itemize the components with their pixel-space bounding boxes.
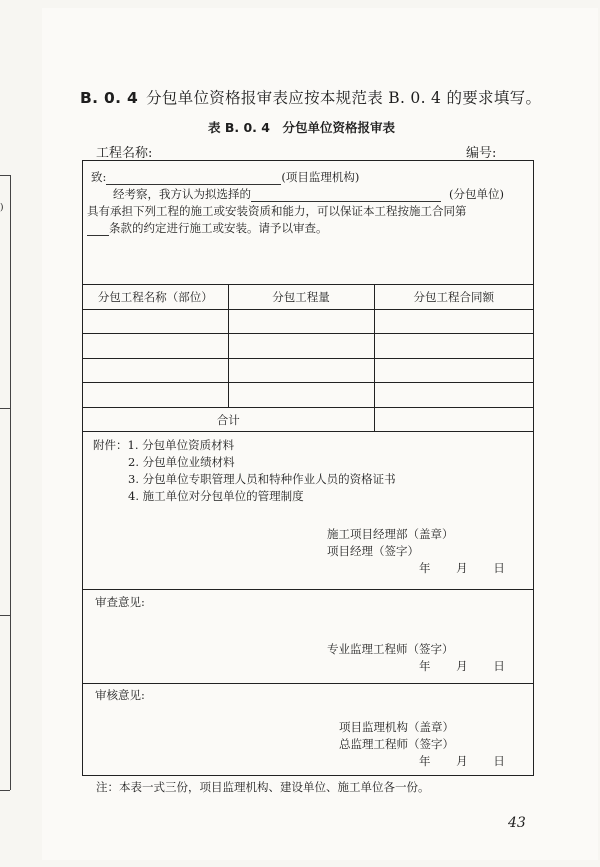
bracket-tick <box>0 790 10 791</box>
clause-text: 分包单位资格报审表应按本规范表 B. 0. 4 的要求填写。 <box>146 89 542 107</box>
table-cell[interactable] <box>374 334 533 359</box>
audit-label: 审核意见: <box>95 688 145 702</box>
contractor-seal: 施工项目经理部（盖章） <box>327 527 454 541</box>
table-cell[interactable] <box>83 309 228 334</box>
project-manager-signature: 项目经理（签字） <box>327 544 419 558</box>
date-year: 年 <box>419 659 431 673</box>
column-header: 分包工程名称（部位） <box>83 285 228 309</box>
bracket-tick <box>0 175 10 176</box>
table-cell[interactable] <box>83 358 228 383</box>
table-header-row <box>83 285 533 309</box>
column-header: 分包工程合同额 <box>374 285 533 309</box>
audit-section <box>83 683 533 775</box>
body-line3-text: 条款的约定进行施工或安装。请予以审查。 <box>109 221 328 235</box>
project-name-label: 工程名称: <box>96 146 153 161</box>
project-name-blank <box>157 146 317 161</box>
body-line2: 具有承担下列工程的施工或安装资质和能力，可以保证本工程按施工合同第 <box>87 204 467 218</box>
addressee-blank <box>106 172 281 185</box>
table-row <box>83 334 533 359</box>
form-number-label: 编号: <box>466 146 497 161</box>
form-number-field <box>466 142 496 161</box>
attachment-item: 2. 分包单位业绩材料 <box>128 455 235 469</box>
supervisor-org-label: (项目监理机构) <box>281 170 360 184</box>
attachment-item: 3. 分包单位专职管理人员和特种作业人员的资格证书 <box>128 472 396 486</box>
clause-blank <box>87 223 109 236</box>
date-year: 年 <box>419 754 431 768</box>
attachment-item: 4. 施工单位对分包单位的管理制度 <box>128 489 304 503</box>
table-cell[interactable] <box>374 358 533 383</box>
total-label: 合计 <box>83 407 374 431</box>
approval-form <box>82 160 534 776</box>
body-line3 <box>87 220 328 236</box>
project-name-field <box>96 142 317 161</box>
table-cell[interactable] <box>228 383 374 408</box>
table-cell[interactable] <box>228 309 374 334</box>
margin-mark: ) <box>0 203 4 213</box>
attachment-item: 1. 分包单位资质材料 <box>127 438 235 452</box>
footnote: 注：本表一式三份，项目监理机构、建设单位、施工单位各一份。 <box>96 780 430 794</box>
date-month: 月 <box>456 561 468 575</box>
date-day: 日 <box>493 561 505 575</box>
review-section <box>83 589 533 684</box>
attachments-list <box>93 437 234 453</box>
column-header: 分包工程量 <box>228 285 374 309</box>
date-day: 日 <box>493 754 505 768</box>
table-title: 表 B. 0. 4 分包单位资格报审表 <box>208 120 395 135</box>
review-label: 审查意见: <box>95 595 145 609</box>
subcontract-table <box>83 284 533 432</box>
table-row <box>83 383 533 408</box>
table-cell[interactable] <box>83 334 228 359</box>
date-month: 月 <box>456 659 468 673</box>
audit-date <box>419 753 505 769</box>
applicant-line <box>113 186 504 202</box>
addressee-line <box>91 169 359 185</box>
date-year: 年 <box>419 561 431 575</box>
table-row <box>83 358 533 383</box>
contractor-date <box>419 560 505 576</box>
attachments-label: 附件： <box>93 438 128 452</box>
bracket-tick <box>0 408 10 409</box>
application-section <box>83 161 533 432</box>
clause-heading <box>80 86 541 108</box>
table-cell[interactable] <box>83 383 228 408</box>
total-cell[interactable] <box>374 407 533 431</box>
date-day: 日 <box>493 659 505 673</box>
line1-prefix: 经考察，我方认为拟选择的 <box>113 187 251 201</box>
clause-number: B. 0. 4 <box>80 89 139 107</box>
page-number: 43 <box>508 815 526 831</box>
date-month: 月 <box>456 754 468 768</box>
to-label: 致: <box>91 170 107 184</box>
chief-engineer-signature: 总监理工程师（签字） <box>339 737 454 751</box>
engineer-signature: 专业监理工程师（签字） <box>327 642 454 656</box>
table-cell[interactable] <box>374 309 533 334</box>
attachments-section <box>83 431 533 590</box>
table-cell[interactable] <box>228 334 374 359</box>
subcontractor-blank <box>251 189 441 202</box>
supervisor-org-seal: 项目监理机构（盖章） <box>339 720 454 734</box>
table-cell[interactable] <box>374 383 533 408</box>
table-cell[interactable] <box>228 358 374 383</box>
line1-suffix: (分包单位) <box>449 187 504 201</box>
table-row <box>83 309 533 334</box>
review-date <box>419 658 505 674</box>
binding-bracket <box>0 175 11 790</box>
table-total-row <box>83 407 533 431</box>
bracket-tick <box>0 615 10 616</box>
